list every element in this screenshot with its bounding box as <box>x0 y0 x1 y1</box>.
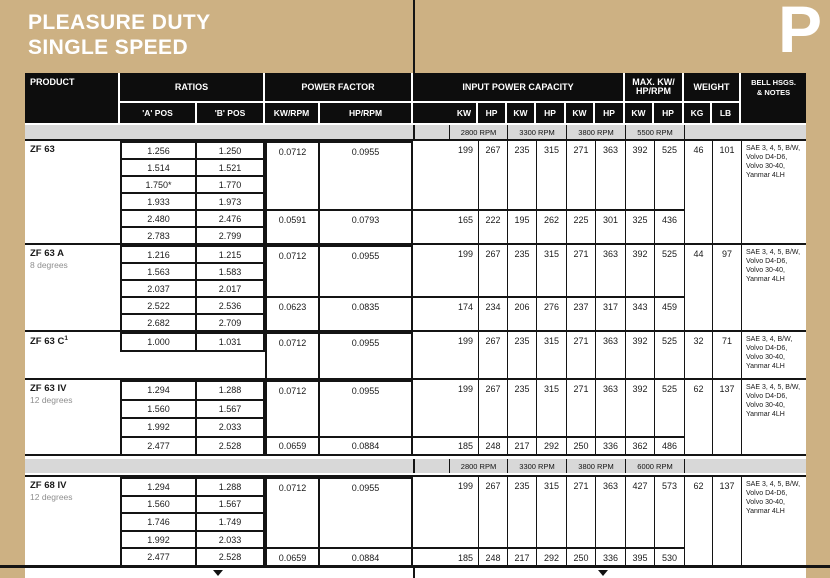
input-capacity-value: 235 <box>507 477 536 547</box>
product-name: ZF 63 IV <box>30 383 67 394</box>
header-hp-3800: HP <box>595 103 625 123</box>
power-factor-hp-column <box>318 477 413 565</box>
input-power-area <box>411 477 684 565</box>
power-factor-kw-cell: 0.0659 <box>265 436 320 455</box>
input-capacity-value: 217 <box>507 549 536 565</box>
input-capacity-value: 235 <box>507 141 536 209</box>
input-capacity-value: 199 <box>457 335 473 346</box>
input-capacity-value: 248 <box>478 438 507 455</box>
input-capacity-value: 267 <box>478 477 507 547</box>
weight-lb-value: 97 <box>712 245 741 330</box>
ratio-a-cell: 2.522 <box>120 296 197 313</box>
input-capacity-value: 195 <box>507 211 536 243</box>
max-power-value: 392 <box>625 380 654 436</box>
header-kw-max: KW <box>625 103 654 123</box>
ratio-b-cell: 2.536 <box>195 296 265 313</box>
note-line: Volvo 30-40, <box>746 499 785 506</box>
input-capacity-value: 250 <box>566 549 595 565</box>
header-hp-max: HP <box>654 103 684 123</box>
ratio-column-b <box>195 380 265 454</box>
input-capacity-value: 222 <box>478 211 507 243</box>
product-subtitle: 8 degrees <box>30 260 68 270</box>
note-line: Yanmar 4LH <box>746 172 785 179</box>
ratio-b-cell: 1.770 <box>195 175 265 192</box>
header-max-kw-hp-rpm <box>625 73 684 101</box>
rpm-label: 3800 RPM <box>566 459 625 473</box>
weight-kg-value: 62 <box>684 477 712 565</box>
bottom-margin-strip <box>25 568 806 578</box>
input-power-area <box>411 380 684 454</box>
input-capacity-value: 237 <box>566 298 595 330</box>
power-factor-hp-cell: 0.0793 <box>318 209 413 243</box>
bottom-divider-line <box>413 568 415 578</box>
input-capacity-value: 363 <box>595 245 625 296</box>
input-power-group <box>413 141 684 209</box>
weight-kg-value: 62 <box>684 380 712 454</box>
header-kw-3300: KW <box>507 103 536 123</box>
input-power-group <box>413 436 684 455</box>
power-factor-hp-cell: 0.0884 <box>318 436 413 455</box>
header-weight: WEIGHT <box>684 73 741 101</box>
max-power-value: 573 <box>654 477 684 547</box>
input-capacity-value: 363 <box>595 477 625 547</box>
product-block <box>25 332 806 378</box>
ratio-b-cell: 1.583 <box>195 262 265 279</box>
ratio-b-cell: 2.476 <box>195 209 265 226</box>
ratio-a-cell: 1.563 <box>120 262 197 279</box>
max-power-value: 392 <box>625 141 654 209</box>
power-factor-kw-cell: 0.0712 <box>265 141 320 209</box>
max-power-value: 486 <box>654 438 684 455</box>
ratio-a-cell: 1.560 <box>120 399 197 418</box>
ratio-a-cell: 1.560 <box>120 495 197 513</box>
input-capacity-value: 315 <box>536 141 566 209</box>
rpm-label: 5500 RPM <box>625 125 684 139</box>
note-line: Yanmar 4LH <box>746 363 785 370</box>
ratio-column-a <box>120 141 197 243</box>
input-capacity-value: 234 <box>478 298 507 330</box>
input-power-group <box>413 332 684 378</box>
input-capacity-value: 235 <box>507 332 536 378</box>
input-capacity-value: 336 <box>595 549 625 565</box>
note-line: Volvo 30-40, <box>746 354 785 361</box>
input-capacity-value: 292 <box>536 549 566 565</box>
power-factor-kw-cell: 0.0712 <box>265 332 320 378</box>
input-capacity-value: 199 <box>457 480 473 491</box>
page-title-line1: PLEASURE DUTY <box>28 11 211 34</box>
product-name: ZF 63 A <box>30 248 64 259</box>
product-cell <box>25 141 120 243</box>
header-kw-2800: KW <box>413 103 478 123</box>
page-title-line2: SINGLE SPEED <box>28 36 189 59</box>
input-capacity-value: 250 <box>566 438 595 455</box>
product-block <box>25 245 806 330</box>
ratio-a-cell: 1.294 <box>120 477 197 495</box>
ratio-b-cell: 2.528 <box>195 547 265 565</box>
max-power-value: 325 <box>625 211 654 243</box>
max-power-value: 459 <box>654 298 684 330</box>
note-line: Yanmar 4LH <box>746 276 785 283</box>
input-power-group <box>413 477 684 547</box>
power-factor-kw-column <box>265 477 320 565</box>
max-power-value: 525 <box>654 332 684 378</box>
power-factor-kw-cell: 0.0712 <box>265 477 320 547</box>
max-power-value: 530 <box>654 549 684 565</box>
ratio-a-cell: 2.477 <box>120 547 197 565</box>
ratio-column-b <box>195 245 265 330</box>
header-hp-rpm: HP/RPM <box>320 103 413 123</box>
note-line: Volvo D4-D6, <box>746 393 788 400</box>
continuation-arrow-icon <box>213 570 223 576</box>
header-product: PRODUCT <box>25 73 120 123</box>
rpm-label: 6000 RPM <box>625 459 684 473</box>
max-power-value: 392 <box>625 245 654 296</box>
note-line: Volvo D4-D6, <box>746 490 788 497</box>
ratio-a-cell: 2.682 <box>120 313 197 330</box>
input-capacity-value: 199 <box>457 248 473 259</box>
note-line: Volvo D4-D6, <box>746 154 788 161</box>
header-max-line1: MAX. KW/ <box>632 77 675 87</box>
header-bell-line1: BELL HSGS. <box>751 78 796 87</box>
input-capacity-value: 271 <box>566 380 595 436</box>
input-power-group <box>413 296 684 330</box>
note-line: Yanmar 4LH <box>746 411 785 418</box>
ratio-b-cell: 2.799 <box>195 226 265 243</box>
input-capacity-value: 248 <box>478 549 507 565</box>
section-letter: P <box>777 0 822 66</box>
product-subtitle: 12 degrees <box>30 395 73 405</box>
product-cell <box>25 245 120 330</box>
input-capacity-value: 267 <box>478 332 507 378</box>
ratio-b-cell: 2.033 <box>195 530 265 548</box>
power-factor-hp-cell: 0.0955 <box>318 245 413 296</box>
product-cell <box>25 332 120 378</box>
note-line: Volvo 30-40, <box>746 402 785 409</box>
input-capacity-value: 262 <box>536 211 566 243</box>
ratio-b-cell: 1.973 <box>195 192 265 209</box>
power-factor-hp-cell: 0.0955 <box>318 380 413 436</box>
rpm-label: 3300 RPM <box>507 459 566 473</box>
input-power-group <box>413 380 684 436</box>
input-capacity-value: 185 <box>457 441 473 451</box>
input-capacity-value: 199 <box>457 383 473 394</box>
power-factor-hp-cell: 0.0835 <box>318 296 413 330</box>
ratio-b-cell: 1.567 <box>195 399 265 418</box>
input-capacity-value: 315 <box>536 245 566 296</box>
ratio-a-cell: 1.216 <box>120 245 197 262</box>
continuation-arrow-icon <box>598 570 608 576</box>
product-name: ZF 68 IV <box>30 480 67 491</box>
input-power-group <box>413 547 684 565</box>
input-capacity-value: 267 <box>478 380 507 436</box>
input-capacity-value: 271 <box>566 245 595 296</box>
power-factor-kw-cell: 0.0623 <box>265 296 320 330</box>
note-line: SAE 3, 4, 5, B/W, <box>746 249 801 256</box>
product-name: ZF 63 <box>30 144 55 155</box>
ratio-a-cell: 1.992 <box>120 530 197 548</box>
bell-housing-notes <box>741 141 806 243</box>
input-power-area <box>411 245 684 330</box>
header-bell-line2: & NOTES <box>756 88 791 97</box>
input-capacity-value: 206 <box>507 298 536 330</box>
input-capacity-value: 225 <box>566 211 595 243</box>
rpm-band-spacer <box>413 459 449 473</box>
header-subcolumn-row <box>120 103 741 123</box>
input-capacity-value: 317 <box>595 298 625 330</box>
ratio-b-cell: 1.288 <box>195 380 265 399</box>
weight-lb-value: 137 <box>712 477 741 565</box>
header-a-pos: 'A' POS <box>120 103 197 123</box>
block-divider <box>25 454 806 456</box>
header-group-row <box>120 73 741 101</box>
max-power-value: 427 <box>625 477 654 547</box>
input-capacity-value: 267 <box>478 141 507 209</box>
product-block <box>25 477 806 565</box>
ratio-column-a <box>120 477 197 565</box>
input-capacity-value: 235 <box>507 380 536 436</box>
power-factor-hp-cell: 0.0955 <box>318 332 413 378</box>
max-power-value: 362 <box>625 438 654 455</box>
product-block <box>25 141 806 243</box>
rpm-header-row <box>25 125 806 139</box>
note-line: Volvo D4-D6, <box>746 258 788 265</box>
ratio-b-cell: 2.033 <box>195 417 265 436</box>
weight-kg-value: 32 <box>684 332 712 378</box>
max-power-value: 525 <box>654 141 684 209</box>
product-cell <box>25 477 120 565</box>
power-factor-kw-column <box>265 332 320 378</box>
table-body <box>25 125 806 565</box>
input-capacity-value: 235 <box>507 245 536 296</box>
input-capacity-value: 267 <box>478 245 507 296</box>
note-line: Volvo D4-D6, <box>746 345 788 352</box>
header-bell-housings-notes <box>741 73 806 123</box>
max-power-value: 395 <box>625 549 654 565</box>
max-power-value: 436 <box>654 211 684 243</box>
ratio-b-cell: 1.250 <box>195 141 265 158</box>
product-footnote-marker: 1 <box>64 335 68 342</box>
ratio-b-cell: 1.215 <box>195 245 265 262</box>
input-power-group <box>413 245 684 296</box>
note-line: SAE 3, 4, 5, B/W, <box>746 145 801 152</box>
header-input-power-capacity: INPUT POWER CAPACITY <box>413 73 625 101</box>
product-subtitle: 12 degrees <box>30 492 73 502</box>
ratio-column-b <box>195 332 265 378</box>
max-power-value: 525 <box>654 380 684 436</box>
input-capacity-value: 363 <box>595 332 625 378</box>
weight-lb-value: 71 <box>712 332 741 378</box>
max-power-value: 525 <box>654 245 684 296</box>
product-cell <box>25 380 120 454</box>
ratio-column-b <box>195 477 265 565</box>
header-hp-3300: HP <box>536 103 566 123</box>
rpm-band <box>25 125 806 139</box>
power-factor-hp-column <box>318 332 413 378</box>
rpm-band-spacer <box>413 125 449 139</box>
ratio-a-cell: 1.992 <box>120 417 197 436</box>
weight-kg-value: 46 <box>684 141 712 243</box>
power-factor-hp-cell: 0.0955 <box>318 141 413 209</box>
input-capacity-value: 271 <box>566 141 595 209</box>
ratio-a-cell: 1.514 <box>120 158 197 175</box>
top-divider-line <box>413 0 415 73</box>
header-max-line2: HP/RPM <box>635 86 671 96</box>
bell-housing-notes <box>741 477 806 565</box>
ratio-b-cell: 1.521 <box>195 158 265 175</box>
rpm-label: 3800 RPM <box>566 125 625 139</box>
header-kg: KG <box>684 103 712 123</box>
ratio-b-cell: 1.031 <box>195 332 265 352</box>
table-header <box>25 73 806 123</box>
ratio-b-cell: 2.528 <box>195 436 265 455</box>
power-factor-hp-column <box>318 380 413 454</box>
bell-housing-notes <box>741 380 806 454</box>
note-line: Volvo 30-40, <box>746 163 785 170</box>
power-factor-kw-cell: 0.0712 <box>265 245 320 296</box>
rpm-band-spacer <box>684 125 806 139</box>
power-factor-kw-column <box>265 141 320 243</box>
power-factor-kw-column <box>265 380 320 454</box>
ratio-a-cell: 1.933 <box>120 192 197 209</box>
rpm-label: 3300 RPM <box>507 125 566 139</box>
input-power-group <box>413 209 684 243</box>
weight-lb-value: 101 <box>712 141 741 243</box>
input-capacity-value: 336 <box>595 438 625 455</box>
bell-housing-notes <box>741 332 806 378</box>
ratio-b-cell: 2.017 <box>195 279 265 296</box>
power-factor-kw-cell: 0.0659 <box>265 547 320 565</box>
input-capacity-value: 199 <box>457 144 473 155</box>
header-b-pos: 'B' POS <box>197 103 265 123</box>
input-capacity-value: 315 <box>536 380 566 436</box>
weight-lb-value: 137 <box>712 380 741 454</box>
product-block <box>25 380 806 454</box>
ratio-column-a <box>120 332 197 378</box>
product-name: ZF 63 $C^1$ <box>30 335 68 348</box>
max-power-value: 343 <box>625 298 654 330</box>
input-capacity-value: 301 <box>595 211 625 243</box>
page-title <box>28 10 211 60</box>
power-factor-hp-column <box>318 141 413 243</box>
ratio-b-cell: 1.288 <box>195 477 265 495</box>
input-capacity-value: 276 <box>536 298 566 330</box>
ratio-a-cell: 1.294 <box>120 380 197 399</box>
ratio-a-cell: 2.477 <box>120 436 197 455</box>
rpm-band-spacer <box>684 459 806 473</box>
input-capacity-value: 174 <box>457 301 473 312</box>
ratio-column-a <box>120 380 197 454</box>
max-power-value: 392 <box>625 332 654 378</box>
input-capacity-value: 185 <box>457 552 473 563</box>
note-line: SAE 3, 4, B/W, <box>746 336 793 343</box>
power-factor-hp-cell: 0.0884 <box>318 547 413 565</box>
input-capacity-value: 315 <box>536 332 566 378</box>
input-capacity-value: 217 <box>507 438 536 455</box>
input-capacity-value: 165 <box>457 214 473 225</box>
header-ratios: RATIOS <box>120 73 265 101</box>
ratio-a-cell: 2.037 <box>120 279 197 296</box>
input-capacity-value: 271 <box>566 332 595 378</box>
rpm-band-spacer <box>25 459 413 473</box>
header-lb: LB <box>712 103 741 123</box>
bell-housing-notes <box>741 245 806 330</box>
note-line: SAE 3, 4, 5, B/W, <box>746 481 801 488</box>
input-capacity-value: 363 <box>595 141 625 209</box>
ratio-column-b <box>195 141 265 243</box>
header-kw-rpm: KW/RPM <box>265 103 320 123</box>
ratio-a-cell: 2.783 <box>120 226 197 243</box>
power-factor-kw-cell: 0.0712 <box>265 380 320 436</box>
input-capacity-value: 292 <box>536 438 566 455</box>
note-line: Yanmar 4LH <box>746 508 785 515</box>
ratio-a-cell: 1.000 <box>120 332 197 352</box>
input-capacity-value: 271 <box>566 477 595 547</box>
ratio-a-cell: 1.256 <box>120 141 197 158</box>
ratio-a-cell: 2.480 <box>120 209 197 226</box>
header-kw-3800: KW <box>566 103 595 123</box>
ratio-b-cell: 2.709 <box>195 313 265 330</box>
ratio-a-cell: 1.746 <box>120 512 197 530</box>
power-factor-hp-cell: 0.0955 <box>318 477 413 547</box>
header-hp-2800: HP <box>478 103 507 123</box>
note-line: SAE 3, 4, 5, B/W, <box>746 384 801 391</box>
power-factor-kw-cell: 0.0591 <box>265 209 320 243</box>
power-factor-hp-column <box>318 245 413 330</box>
rpm-header-row <box>25 459 806 473</box>
header-power-factor: POWER FACTOR <box>265 73 413 101</box>
ratio-b-cell: 1.567 <box>195 495 265 513</box>
input-capacity-value: 315 <box>536 477 566 547</box>
input-power-area <box>411 332 684 378</box>
rpm-band-spacer <box>25 125 413 139</box>
ratio-b-cell: 1.749 <box>195 512 265 530</box>
ratio-a-cell: 1.750* <box>120 175 197 192</box>
input-capacity-value: 363 <box>595 380 625 436</box>
rpm-band <box>25 459 806 473</box>
power-factor-kw-column <box>265 245 320 330</box>
rpm-label: 2800 RPM <box>449 125 507 139</box>
ratio-column-a <box>120 245 197 330</box>
note-line: Volvo 30-40, <box>746 267 785 274</box>
input-power-area <box>411 141 684 243</box>
rpm-label: 2800 RPM <box>449 459 507 473</box>
data-table-panel <box>25 73 806 565</box>
weight-kg-value: 44 <box>684 245 712 330</box>
